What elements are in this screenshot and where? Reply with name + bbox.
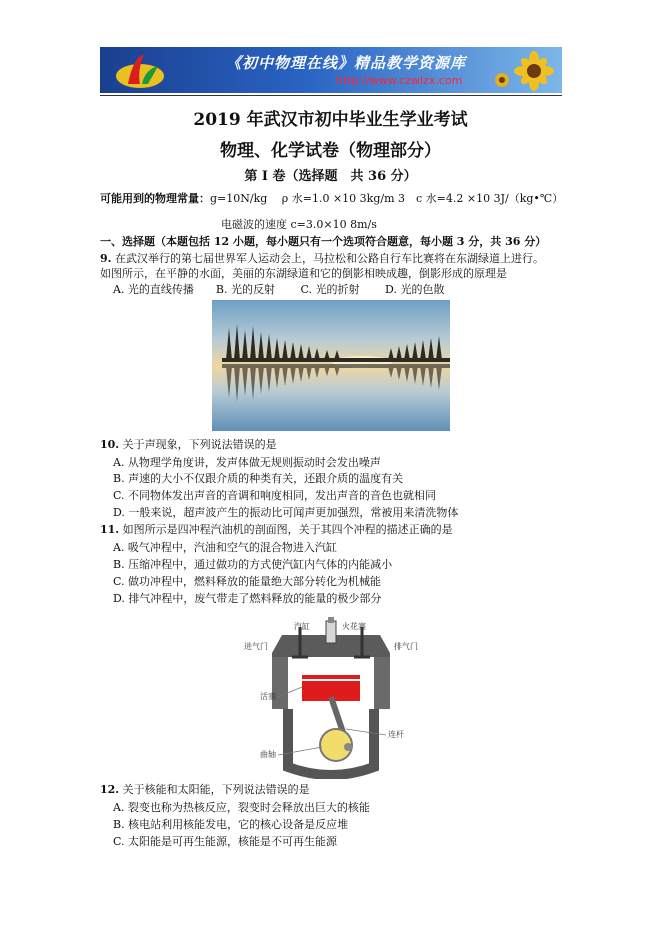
lake-reflection-photo bbox=[212, 300, 450, 431]
engine-diagram bbox=[240, 617, 422, 779]
em-wave-speed: 电磁波的速度 c=3.0×10 8m/s bbox=[221, 218, 377, 231]
label-crankshaft: 曲轴 bbox=[260, 750, 276, 759]
question-number: 11. bbox=[100, 523, 120, 536]
question-10-option-b: B. 声速的大小不仅跟介质的种类有关，还跟介质的温度有关 bbox=[113, 472, 404, 485]
banner-title: 《初中物理在线》精品教学资源库 bbox=[226, 54, 467, 72]
question-number: 10. bbox=[100, 438, 120, 451]
part-title: 第 I 卷（选择题 共 36 分） bbox=[244, 169, 417, 184]
question-10-option-a: A. 从物理学角度讲，发声体做无规则振动时会发出噪声 bbox=[113, 456, 381, 469]
label-connecting-rod: 连杆 bbox=[388, 730, 404, 739]
header-rule bbox=[100, 95, 562, 96]
constants-line bbox=[100, 192, 563, 206]
question-12-stem bbox=[100, 783, 310, 797]
label-exhaust-valve: 排气门 bbox=[394, 642, 418, 651]
question-text: 关于核能和太阳能，下列说法错误的是 bbox=[122, 783, 310, 796]
question-12-option-a: A. 裂变也称为热核反应，裂变时会释放出巨大的核能 bbox=[113, 801, 370, 814]
question-text: 关于声现象，下列说法错误的是 bbox=[122, 438, 277, 451]
question-text: 如图所示是四冲程汽油机的剖面图，关于其四个冲程的描述正确的是 bbox=[122, 523, 453, 536]
constants-label: 可能用到的物理常量： bbox=[100, 192, 210, 205]
piston-shape bbox=[302, 671, 360, 701]
question-number: 12. bbox=[100, 783, 120, 796]
label-cylinder: 汽缸 bbox=[294, 622, 310, 631]
constants-values: g=10N/kg ρ 水=1.0 ×10 3kg/m 3 c 水=4.2 ×10 3J/（kg•℃） bbox=[210, 192, 564, 205]
sunflower-icon bbox=[490, 50, 556, 92]
paper-title: 物理、化学试卷（物理部分） bbox=[220, 141, 441, 161]
question-10-option-d: D. 一般来说，超声波产生的振动比可闻声更加强烈，常被用来清洗物体 bbox=[113, 506, 459, 519]
banner-url[interactable]: http://www.czwlzx.com bbox=[336, 74, 463, 87]
question-10-stem bbox=[100, 438, 277, 452]
question-11-option-c: C. 做功冲程中，燃料释放的能量绝大部分转化为机械能 bbox=[113, 575, 382, 588]
question-11-stem bbox=[100, 523, 453, 537]
question-11-option-a: A. 吸气冲程中，汽油和空气的混合物进入汽缸 bbox=[113, 541, 337, 554]
header-banner bbox=[100, 47, 562, 93]
section-heading: 一、选择题（本题包括 12 小题，每小题只有一个选项符合题意，每小题 3 分，共 36 分） bbox=[100, 235, 547, 248]
question-9-line2: 如图所示，在平静的水面，美丽的东湖绿道和它的倒影相映成趣，倒影形成的原理是 bbox=[100, 267, 507, 280]
question-12-option-c: C. 太阳能是可再生能源，核能是不可再生能源 bbox=[113, 835, 338, 848]
question-11-option-d: D. 排气冲程中，废气带走了燃料释放的能量的极少部分 bbox=[113, 592, 382, 605]
exam-title: 2019 年武汉市初中毕业生学业考试 bbox=[193, 110, 468, 130]
question-number: 9. bbox=[100, 252, 112, 265]
question-9-line1 bbox=[100, 252, 544, 266]
question-12-option-b: B. 核电站利用核能发电，它的核心设备是反应堆 bbox=[113, 818, 349, 831]
question-11-option-b: B. 压缩冲程中，通过做功的方式使汽缸内气体的内能减小 bbox=[113, 558, 393, 571]
spark-plug-shape bbox=[326, 621, 336, 643]
label-spark-plug: 火花塞 bbox=[342, 622, 366, 631]
question-10-option-c: C. 不同物体发出声音的音调和响度相同，发出声音的音色也就相同 bbox=[113, 489, 437, 502]
label-piston: 活塞 bbox=[260, 692, 276, 701]
question-9-options: A. 光的直线传播 B. 光的反射 C. 光的折射 D. 光的色散 bbox=[113, 283, 445, 296]
label-intake-valve: 进气门 bbox=[244, 642, 268, 651]
question-text: 在武汉举行的第七届世界军人运动会上，马拉松和公路自行车比赛将在东湖绿道上进行。 bbox=[114, 252, 544, 265]
site-logo-icon bbox=[114, 50, 166, 90]
